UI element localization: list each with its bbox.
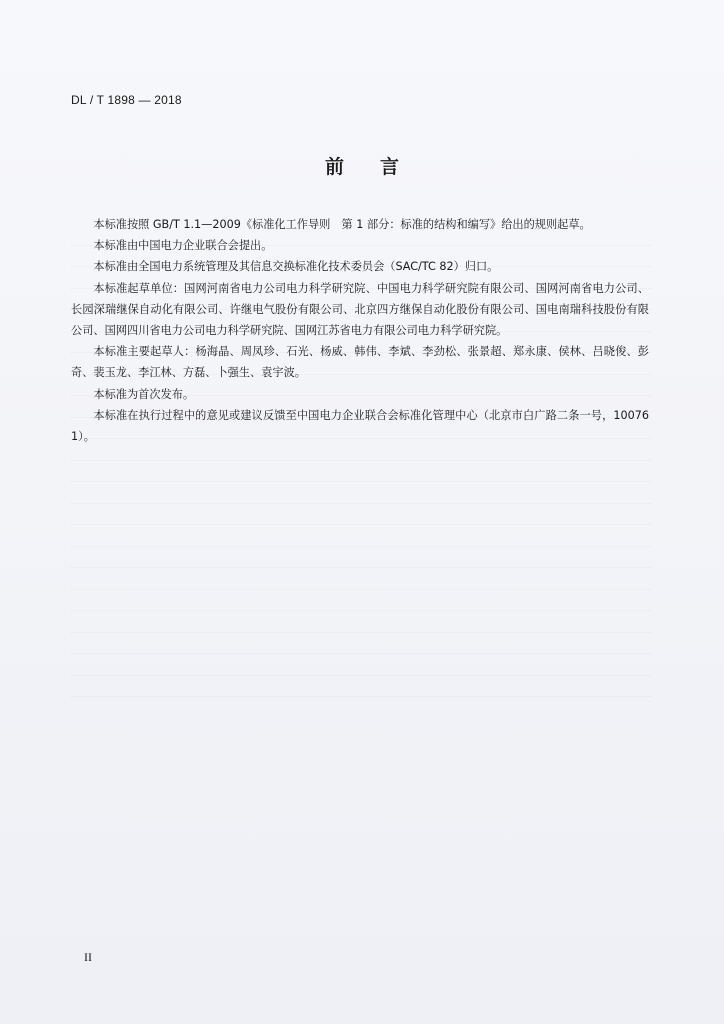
document-code: DL / T 1898 — 2018 xyxy=(71,93,182,107)
page-title xyxy=(0,152,724,179)
paragraph-first-release: 本标准为首次发布。 xyxy=(93,387,195,401)
foreword-body xyxy=(71,214,649,447)
paragraph-drafting-rules: 本标准按照 GB/T 1.1—2009《标准化工作导则 第 1 部分：标准的结构和编写》给出的规则起草。 xyxy=(93,218,591,231)
paragraph-drafting-units: 本标准起草单位：国网河南省电力公司电力科学研究院、中国电力科学研究院有限公司、国网河南省电力公司、长园深瑞继保自动化有限公司、许继电气股份有限公司、北京四方继保自动化股份有限公司、国电南瑞科技股份有限公司、国网四川省电力公司电力科学研究院、国网江苏省电力有限公司电力科学研究院。 xyxy=(71,281,649,338)
paragraph-drafters: 本标准主要起草人：杨海晶、周凤珍、石光、杨威、韩伟、李斌、李劲松、张景超、郑永康、侯林、吕晓俊、彭奇、裴玉龙、李江林、方磊、卜强生、袁宇波。 xyxy=(71,345,649,380)
paragraph-committee: 本标准由全国电力系统管理及其信息交换标准化技术委员会（SAC/TC 82）归口。 xyxy=(93,260,499,274)
title-char-1: 前 xyxy=(324,156,344,178)
title-char-2: 言 xyxy=(380,156,400,178)
paragraph-proposer: 本标准由中国电力企业联合会提出。 xyxy=(93,239,273,253)
page-number: II xyxy=(84,950,92,964)
paragraph-feedback: 本标准在执行过程中的意见或建议反馈至中国电力企业联合会标准化管理中心（北京市白广路二条一号，100761）。 xyxy=(71,408,649,444)
